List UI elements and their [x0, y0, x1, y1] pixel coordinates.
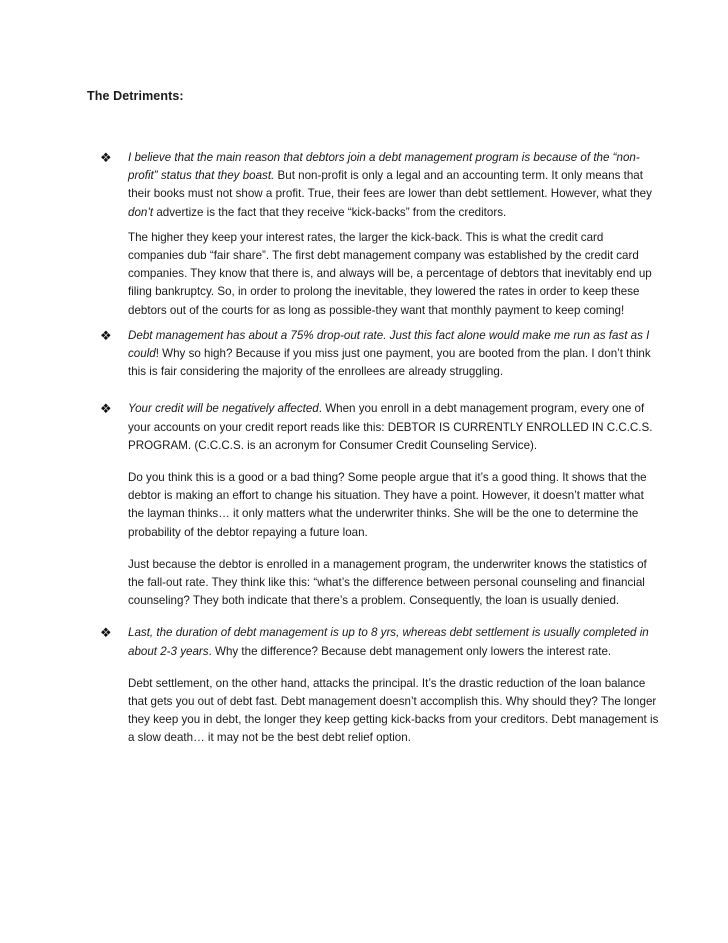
detriments-list — [100, 149, 660, 748]
italic-text: Last, the duration of debt management is up to 8 yrs, whereas debt settlement is usually completed in about 2-3 years — [128, 626, 649, 658]
italic-text: Your credit will be negatively affected — [128, 402, 319, 416]
paragraph: Just because the debtor is enrolled in a management program, the underwriter knows the statistics of the fall-out rate. They think like this: “what’s the difference between personal counseling and financial counseling? They both indicate that there’s a problem. Consequently, the loan is usually denied. — [128, 557, 647, 608]
section-heading: The Detriments: — [87, 89, 184, 103]
list-item-credit — [100, 400, 660, 610]
list-item-dropout — [100, 327, 660, 382]
diamond-bullet-icon: ❖ — [100, 327, 112, 343]
list-item-duration — [100, 624, 660, 747]
diamond-bullet-icon: ❖ — [100, 625, 112, 641]
body-text: . When you enroll in a debt management program, every one of your accounts on your credit report reads like this: DEBTOR IS CURRENTLY ENROLLED IN C.C.C.S. PROGRAM. (C.C.C.S. is an acronym for Consumer Credit Counseling Service). — [128, 402, 653, 452]
italic-text: I believe that the main reason that debtors join a debt management program is because of the “non-profit” status that they boast. — [128, 151, 640, 183]
paragraph — [128, 149, 660, 222]
paragraph — [128, 400, 660, 455]
paragraph — [128, 327, 660, 382]
diamond-bullet-icon: ❖ — [100, 150, 112, 165]
paragraph: The higher they keep your interest rates, the larger the kick-back. This is what the credit card companies dub “fair share”. The first debt management company was established by the credit card companies. They know that there is, and always will be, a percentage of debtors that inevitably end up filing bankruptcy. So, in order to prolong the inevitable, they lowered the rates in order to keep these debtors out of the courts for as long as possible-they want that monthly payment to keep coming! — [128, 230, 652, 317]
body-text: ! Why so high? Because if you miss just one payment, you are booted from the plan. I don’t think this is fair considering the majority of the enrollees are already struggling. — [128, 347, 651, 379]
paragraph — [128, 624, 660, 660]
paragraph: Debt settlement, on the other hand, attacks the principal. It’s the drastic reduction of the loan balance that gets you out of debt fast. Debt management doesn’t accomplish this. Why should they? The longer they keep you in debt, the longer they keep getting kick-backs from your creditors. Debt management is a slow death… it may not be the best debt relief option. — [128, 676, 659, 745]
italic-text: don’t — [128, 205, 154, 219]
diamond-bullet-icon: ❖ — [100, 401, 112, 417]
italic-text: Debt management has about a 75% drop-out rate. Just this fact alone would make me run as fast as I could — [128, 328, 650, 361]
body-text: advertize is the fact that they receive “kick-backs” from the creditors. — [153, 205, 507, 219]
paragraph: Do you think this is a good or a bad thing? Some people argue that it’s a good thing. It shows that the debtor is making an effort to change his situation. They have a point. However, it doesn’t matter what the layman thinks… it only matters what the underwriter thinks. She will be the one to determine the probability of the debtor repaying a future loan. — [128, 471, 647, 539]
body-text: But non-profit is only a legal and an accounting term. It only means that their books must not show a profit. True, their fees are lower than debt settlement. However, what they — [128, 169, 652, 201]
list-item-nonprofit — [100, 149, 660, 320]
body-text: . Why the difference? Because debt management only lowers the interest rate. — [208, 644, 612, 658]
